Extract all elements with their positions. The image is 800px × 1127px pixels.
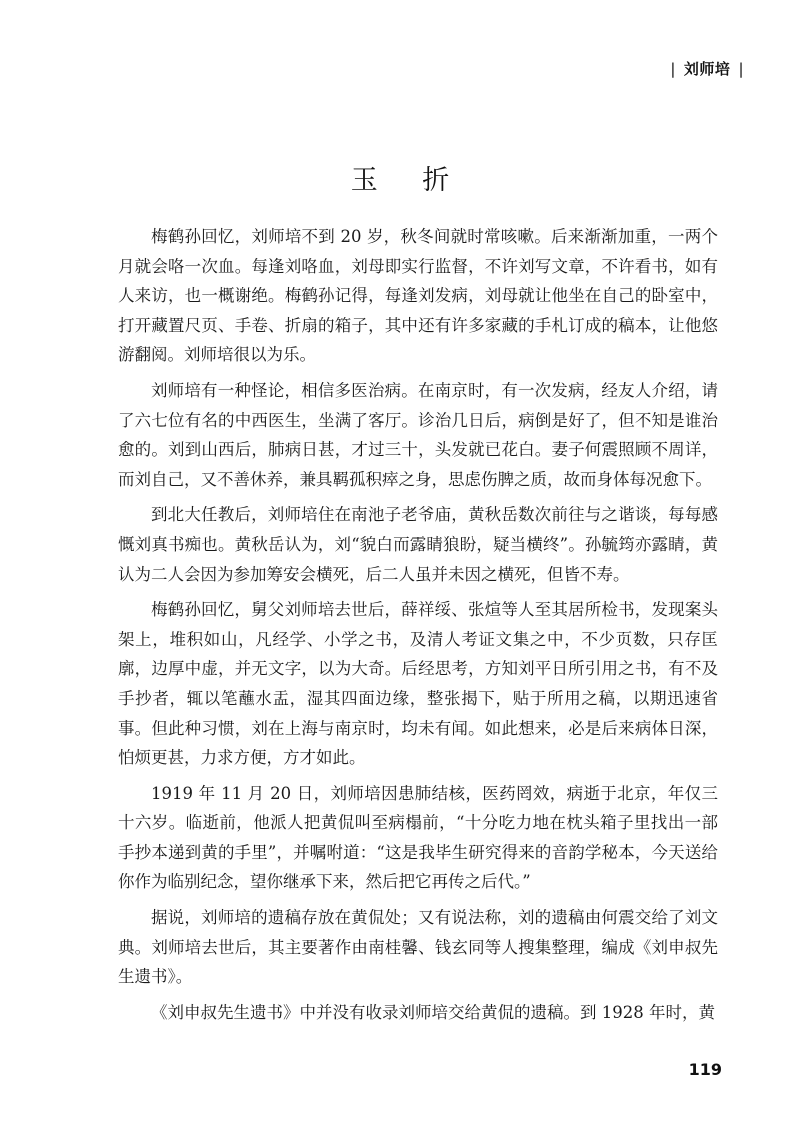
running-header xyxy=(662,58,752,79)
paragraph: 刘师培有一种怪论，相信多医治病。在南京时，有一次发病，经友人介绍，请了六七位有名的中西医生，坐满了客厅。诊治几日后，病倒是好了，但不知是谁治愈的。刘到山西后，肺病日甚，才过三十，头发就已花白。妻子何震照顾不周详，而刘自己，又不善休养，兼具羁孤积瘁之身，思虑伤脾之质，故而身体每况愈下。 xyxy=(118,380,718,489)
chapter-title: 玉 折 xyxy=(350,165,468,196)
page-number: 119 xyxy=(688,1060,722,1079)
body-text xyxy=(118,222,718,1033)
paragraph: 梅鹤孙回忆，刘师培不到 20 岁，秋冬间就时常咳嗽。后来渐渐加重，一两个月就会咯一次血。每逢刘咯血，刘母即实行监督，不许刘写文章，不许看书，如有人来访，也一概谢绝。梅鹤孙记得，每逢刘发病，刘母就让他坐在自己的卧室中，打开藏置尺页、手卷、折扇的箱子，其中还有许多家藏的手札订成的稿本，让他悠游翻阅。刘师培很以为乐。 xyxy=(118,227,718,365)
header-divider-left: | xyxy=(670,60,676,78)
paragraph: 到北大任教后，刘师培住在南池子老爷庙，黄秋岳数次前往与之谐谈，每每感慨刘真书痴也。黄秋岳认为，刘“貌白而露睛狼盼，疑当横终”。孙毓筠亦露睛，黄认为二人会因为参加筹安会横死，后二人虽并未因之横死，但皆不寿。 xyxy=(118,505,718,584)
paragraph: 1919 年 11 月 20 日，刘师培因患肺结核，医药罔效，病逝于北京，年仅三十六岁。临逝前，他派人把黄侃叫至病榻前，“十分吃力地在枕头箱子里找出一部手抄本递到黄的手里”，并嘱咐道：“这是我毕生研究得来的音韵学秘本，今天送给你作为临别纪念，望你继承下来，然后把它再传之后代。” xyxy=(118,783,718,892)
paragraph: 梅鹤孙回忆，舅父刘师培去世后，薛祥绥、张煊等人至其居所检书，发现案头架上，堆积如山，凡经学、小学之书，及清人考证文集之中，不少页数，只存匡廓，边厚中虚，并无文字，以为大奇。后经思考，方知刘平日所引用之书，有不及手抄者，辄以笔蘸水盂，湿其四面边缘，整张揭下，贴于所用之稿，以期迅速省事。但此种习惯，刘在上海与南京时，均未有闻。如此想来，必是后来病体日深，怕烦更甚，力求方便，方才如此。 xyxy=(118,600,718,768)
paragraph: 据说，刘师培的遗稿存放在黄侃处；又有说法称，刘的遗稿由何震交给了刘文典。刘师培去世后，其主要著作由南桂馨、钱玄同等人搜集整理，编成《刘申叔先生遗书》。 xyxy=(118,908,718,987)
running-header-title: 刘师培 xyxy=(683,60,731,78)
header-divider-right: | xyxy=(738,60,744,78)
paragraph: 《刘申叔先生遗书》中并没有收录刘师培交给黄侃的遗稿。到 1928 年时，黄 xyxy=(151,1002,715,1022)
